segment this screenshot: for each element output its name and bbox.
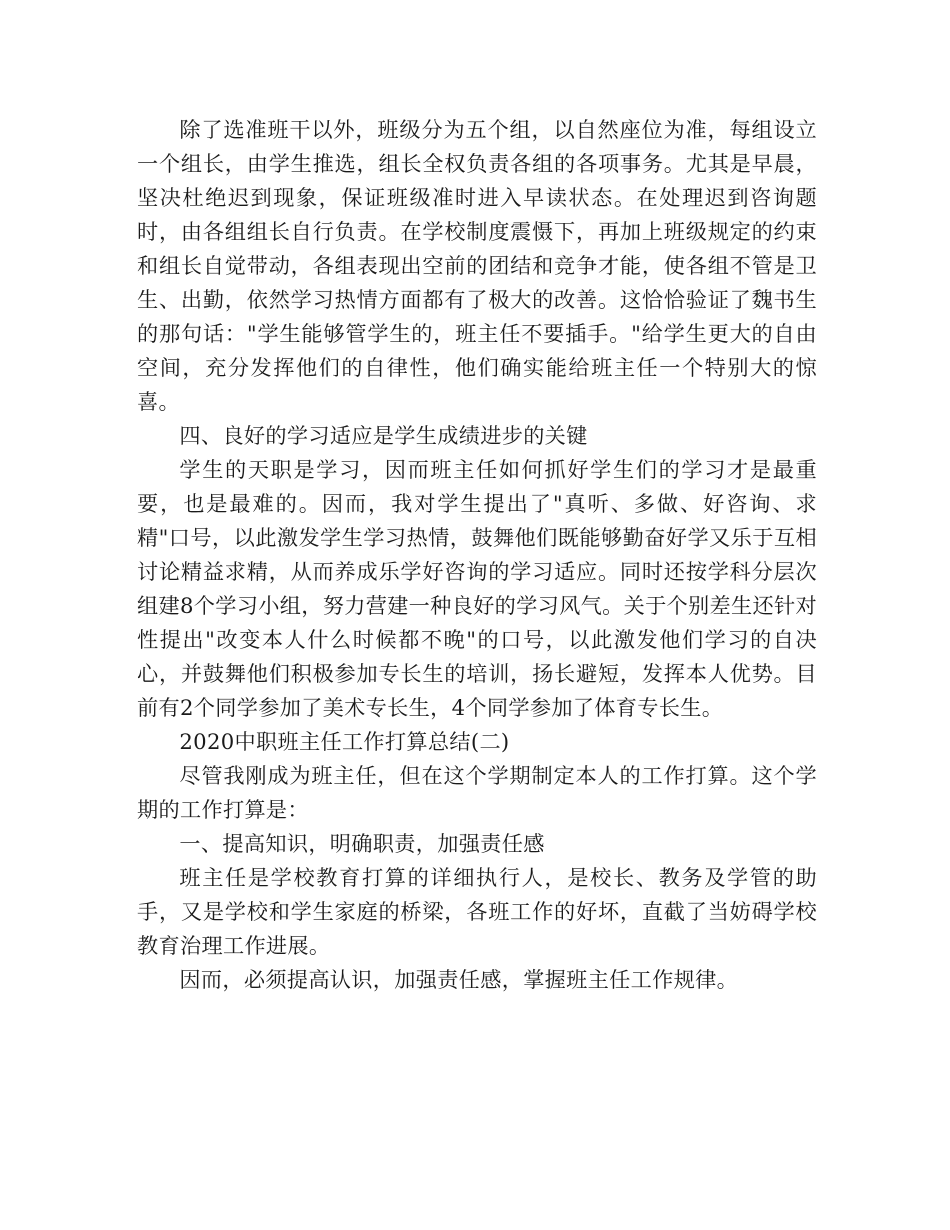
section-heading-study-habits: 四、良好的学习适应是学生成绩进步的关键 xyxy=(179,423,588,448)
document-subtitle: 2020中职班主任工作打算总结(二) xyxy=(179,729,510,754)
paragraph-conclusion: 因而，必须提高认识，加强责任感，掌握班主任工作规律。 xyxy=(179,967,739,992)
paragraph-study-habits: 学生的天职是学习，因而班主任如何抓好学生们的学习才是最重要，也是最难的。因而，我对学生提出了"真听、多做、好咨询、求精"口号，以此激发学生学习热情，鼓舞他们既能够勤奋好学又乐于互相讨论精益求精，从而养成乐学好咨询的学习适应。同时还按学科分层次组建8个学习小组，努力营建一种良好的学习风气。关于个别差生还针对性提出"改变本人什么时候都不晚"的口号，以此激发他们学习的自决心，并鼓舞他们积极参加专长生的培训，扬长避短，发挥本人优势。目前有2个同学参加了美术专长生，4个同学参加了体育专长生。 xyxy=(137,457,817,720)
paragraph-class-groups: 除了选准班干以外，班级分为五个组，以自然座位为准，每组设立一个组长，由学生推选，组长全权负责各组的各项事务。尤其是早晨，坚决杜绝迟到现象，保证班级准时进入早读状态。在处理迟到咨询题时，由各组组长自行负责。在学校制度震慑下，再加上班级规定的约束和组长自觉带动，各组表现出空前的团结和竞争才能，使各组不管是卫生、出勤，依然学习热情方面都有了极大的改善。这恰恰验证了魏书生的那句话："学生能够管学生的，班主任不要插手。"给学生更大的自由空间，充分发挥他们的自律性，他们确实能给班主任一个特别大的惊喜。 xyxy=(137,117,817,414)
paragraph-intro: 尽管我刚成为班主任，但在这个学期制定本人的工作打算。这个学期的工作打算是： xyxy=(137,763,817,822)
section-heading-responsibility: 一、提高知识，明确职责，加强责任感 xyxy=(179,831,545,856)
paragraph-teacher-role: 班主任是学校教育打算的详细执行人，是校长、教务及学管的助手，又是学校和学生家庭的桥梁，各班工作的好坏，直截了当妨碍学校教育治理工作进展。 xyxy=(137,865,817,958)
document-body xyxy=(137,113,817,997)
